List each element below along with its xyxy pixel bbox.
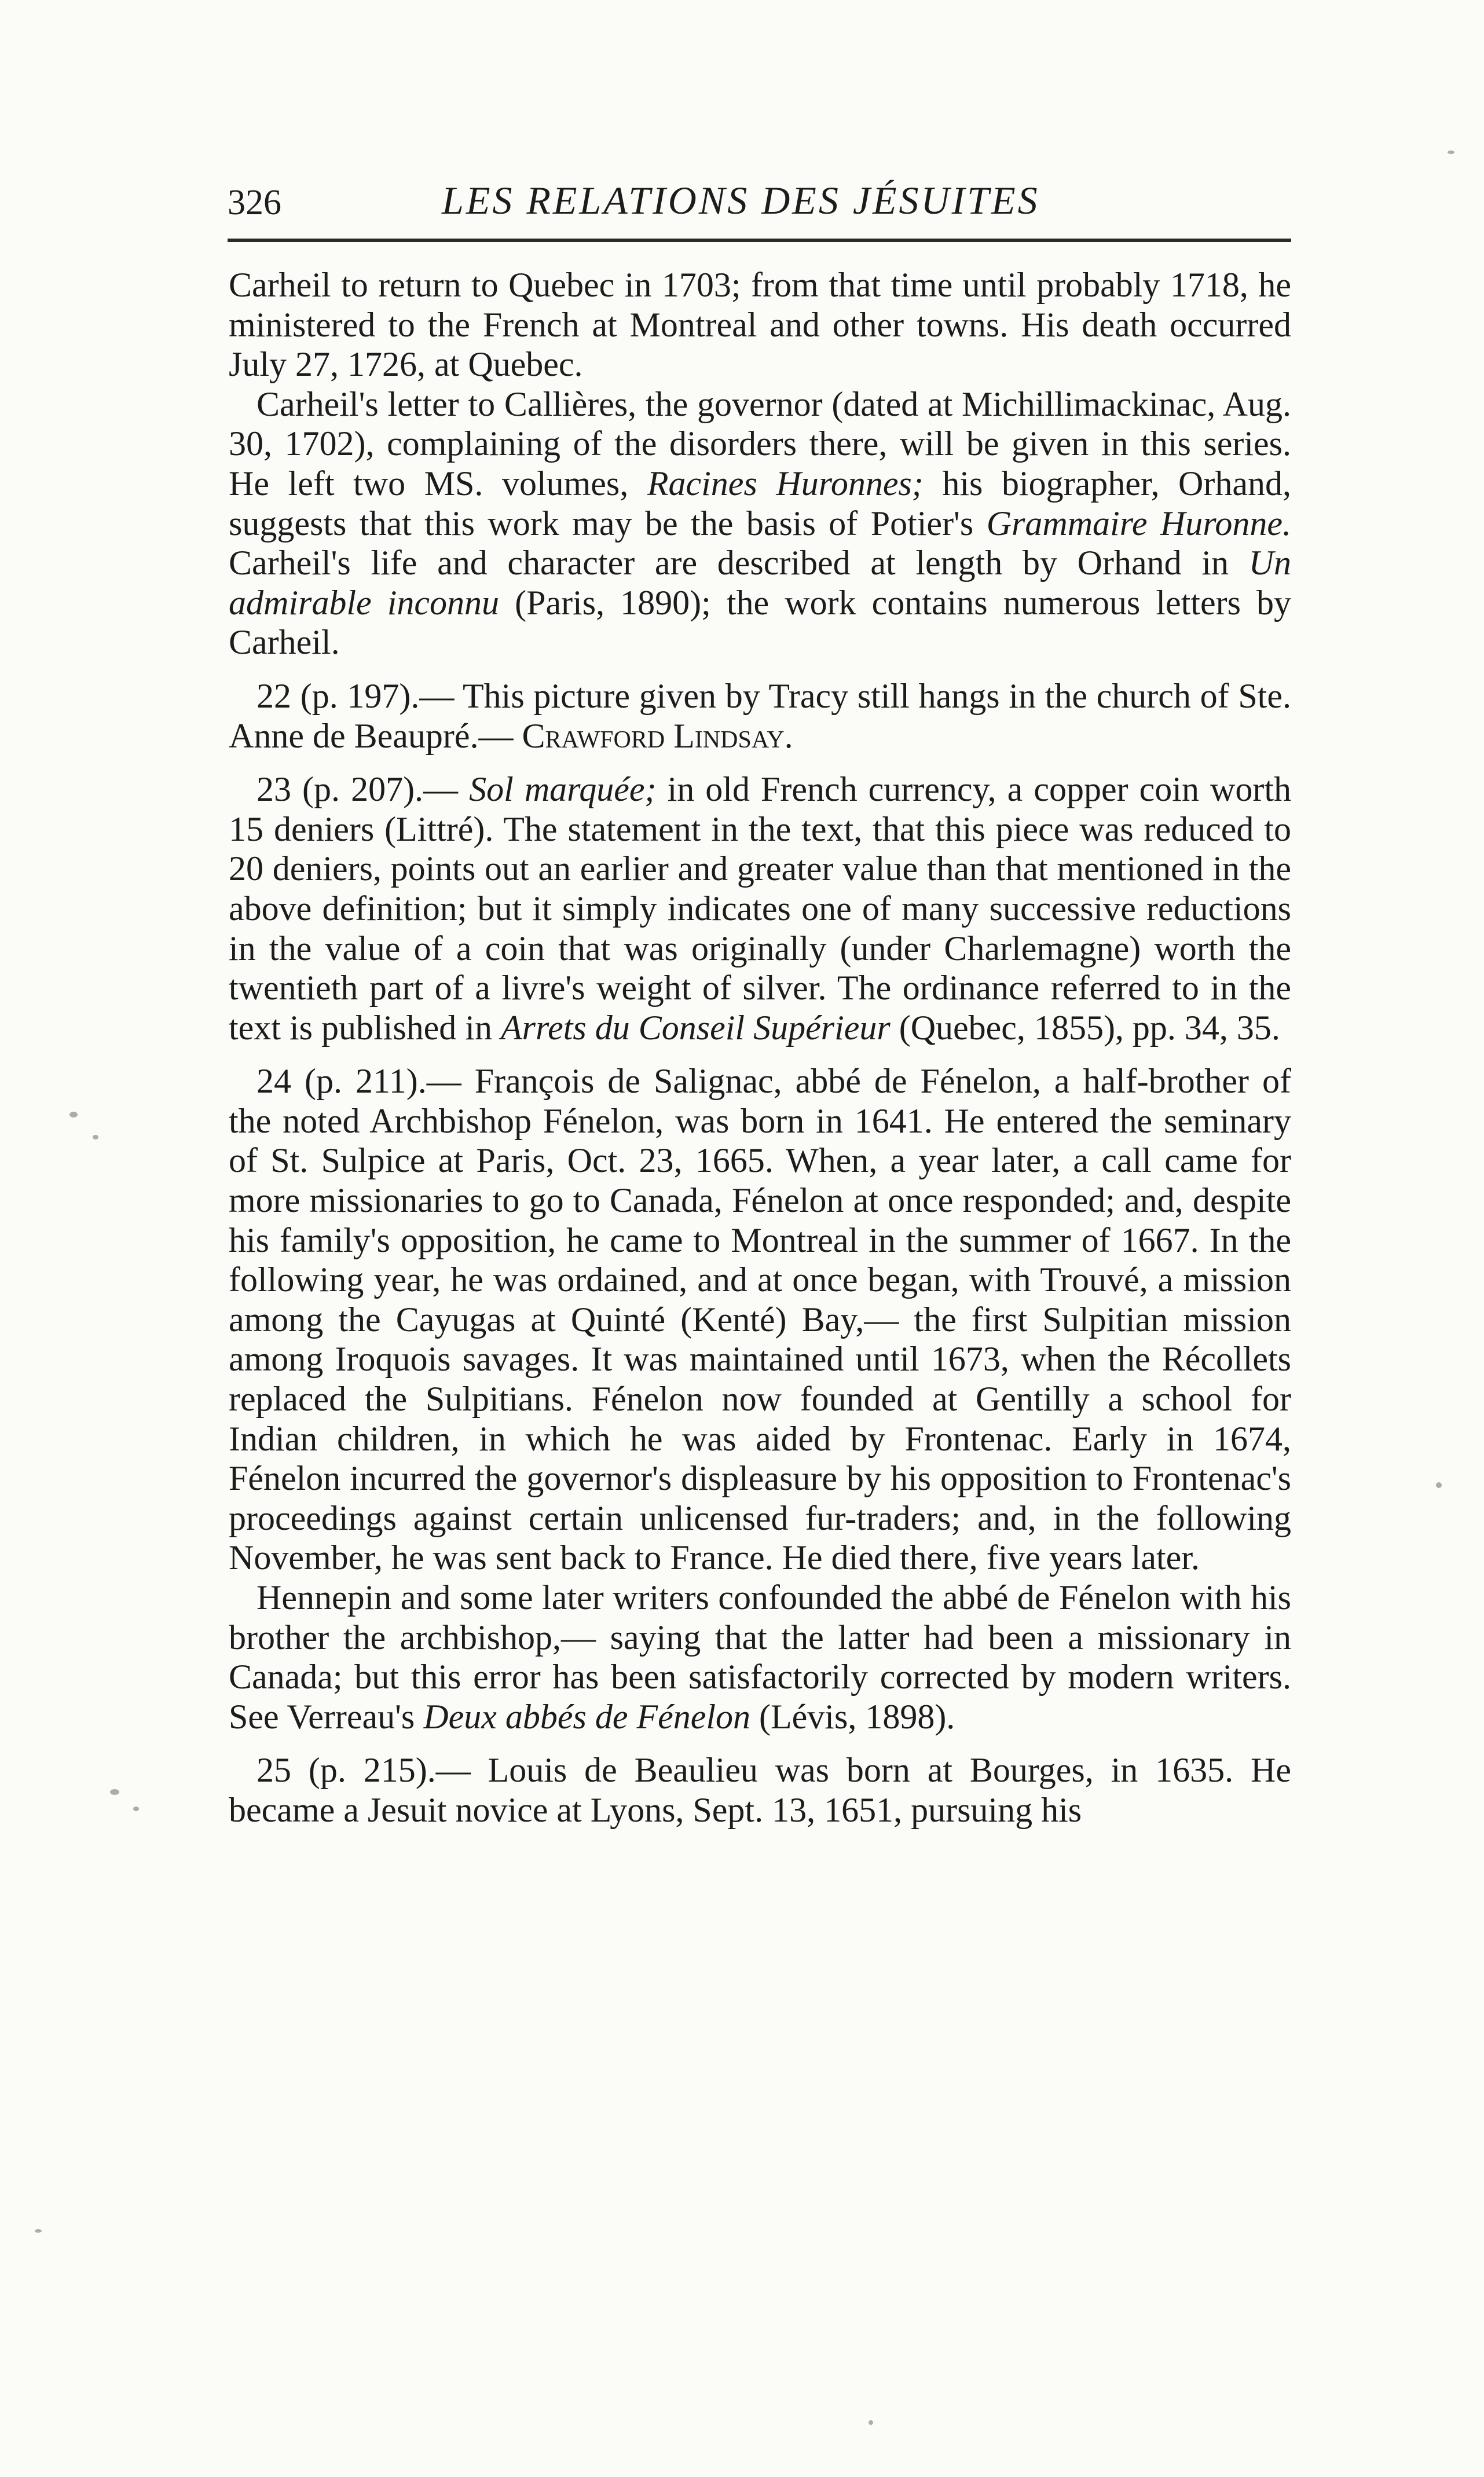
paragraph-text: in old French currency, a copper coin worth 15 deniers (Littré). The statement in the text, that this piece was reduced to 20 deniers, points out an earlier and greater value than that mentioned in the above definition; but it simply indicates one of many successive reductions in the value of a coin that was originally (under Charlemagne) worth the twentieth part of a livre's weight of silver. The ordinance referred to in the text is published in (229, 770, 1291, 1047)
paragraph-text: Carheil to return to Quebec in 1703; from that time until probably 1718, he ministered to the French at Montreal and other towns. His death occurred July 27, 1726, at Quebec. (229, 266, 1291, 384)
notes-text (229, 265, 1291, 1830)
scan-speck (869, 2420, 873, 2425)
page-header (228, 174, 1291, 242)
paragraph-text: 24 (p. 211).— François de Salignac, abbé de Fénelon, a half-brother of the noted Archbishop Fénelon, was born in 1641. He entered the seminary of St. Sulpice at Paris, Oct. 23, 1665. When, a year later, a call came for more missionaries to go to Canada, Fénelon at once responded; and, despite his family's opposition, he came to Montreal in the summer of 1667. In the following year, he was ordained, and at once began, with Trouvé, a mission among the Cayugas at Quinté (Kenté) Bay,— the first Sulpitian mission among Iroquois savages. It was maintained until 1673, when the Récollets replaced the Sulpitians. Fénelon now founded at Gentilly a school for Indian children, in which he was aided by Frontenac. Early in 1674, Fénelon incurred the governor's displeasure by his opposition to Frontenac's proceedings against certain unlicensed fur-traders; and, in the following November, he was sent back to France. He died there, five years later. (229, 1062, 1291, 1577)
paragraph-text: Carheil's life and character are described at length by Orhand in (229, 544, 1249, 582)
scan-speck (1448, 151, 1454, 154)
note-25 (229, 1750, 1291, 1830)
scan-speck (133, 1807, 139, 1811)
paragraph-text: Hennepin and some later writers confounded the abbé de Fénelon with his brother the archbishop,— saying that the latter had been a missionary in Canada; but this error has been satisfactorily corrected by modern writers. See Verreau's (229, 1578, 1291, 1736)
scan-speck (110, 1789, 119, 1795)
book-title-un-admirable-inconnu: Un admirable inconnu (229, 544, 1291, 622)
paragraph-carheil-letter (229, 384, 1291, 662)
paragraph-hennepin (229, 1578, 1291, 1736)
note-22 (229, 676, 1291, 756)
paragraph-carheil-return (229, 265, 1291, 384)
note-23 (229, 770, 1291, 1047)
paragraph-text: (Paris, 1890); the work contains numerous letters by Carheil. (229, 583, 1291, 662)
book-title-grammaire-huronne: Grammaire Huronne. (986, 504, 1292, 543)
paragraph-text: his biographer, Orhand, suggests that this work may be the basis of Potier's (229, 464, 1291, 543)
book-title-arrets: Arrets du Conseil Supérieur (500, 1008, 891, 1047)
paragraph-text: Carheil's letter to Callières, the governor (dated at Michillimackinac, Aug. 30, 1702), complaining of the disorders there, will be given in this series. He left two MS. volumes, (229, 384, 1291, 503)
scan-speck (69, 1112, 78, 1117)
paragraph-text: 25 (p. 215).— Louis de Beaulieu was born at Bourges, in 1635. He became a Jesuit novice at Lyons, Sept. 13, 1651, pursuing his (229, 1751, 1291, 1829)
term-sol-marquee: Sol marquée; (469, 770, 657, 809)
book-title-deux-abbes: Deux abbés de Fénelon (423, 1697, 751, 1736)
page-number: 326 (228, 183, 281, 222)
scan-speck (93, 1135, 98, 1139)
running-title: LES RELATIONS DES JÉSUITES (442, 178, 1040, 222)
scan-speck (35, 2229, 42, 2233)
note-author: Crawford Lindsay. (522, 716, 793, 755)
paragraph-text: (Quebec, 1855), pp. 34, 35. (890, 1008, 1280, 1047)
note-24 (229, 1061, 1291, 1578)
scan-speck (1436, 1482, 1442, 1488)
paragraph-text: 23 (p. 207).— (257, 770, 470, 809)
book-title-racines-huronnes: Racines Huronnes; (647, 464, 924, 503)
paragraph-text: (Lévis, 1898). (750, 1697, 955, 1736)
paragraph-text: 22 (p. 197).— This picture given by Tracy still hangs in the church of Ste. Anne de Beaupré.— (229, 676, 1291, 755)
